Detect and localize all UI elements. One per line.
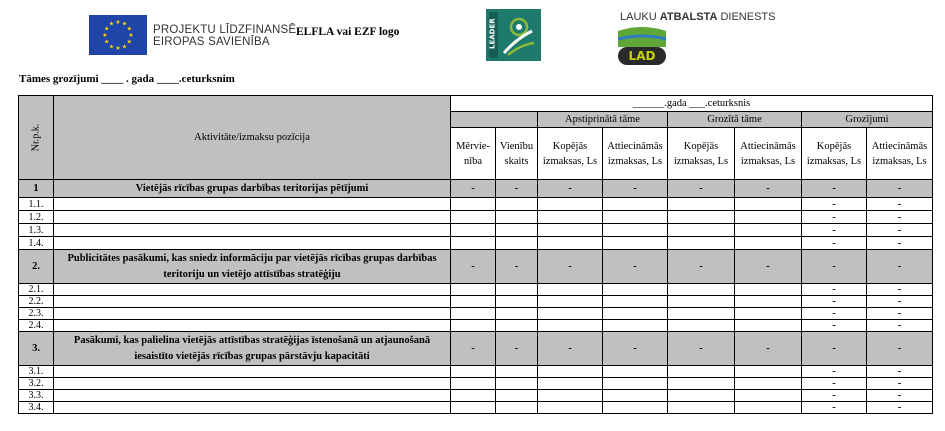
item-value-cell[interactable] xyxy=(735,402,802,414)
item-description-cell[interactable] xyxy=(54,378,451,390)
approved-total-line1: Kopējās xyxy=(552,140,588,152)
item-value-cell[interactable] xyxy=(603,402,668,414)
amend-total-dash: - xyxy=(802,390,867,402)
item-value-cell[interactable] xyxy=(496,237,538,250)
lad-text-bold: ATBALSTA xyxy=(659,11,718,23)
eu-flag-icon xyxy=(89,15,147,55)
lad-logo xyxy=(598,9,776,69)
amend-total-dash: - xyxy=(802,198,867,211)
budget-table xyxy=(18,95,933,414)
amend-eligible-dash: - xyxy=(867,211,933,224)
item-value-cell[interactable] xyxy=(451,211,496,224)
svg-text:★: ★ xyxy=(102,32,108,39)
item-description-cell[interactable] xyxy=(54,402,451,414)
amend-total-dash: - xyxy=(802,378,867,390)
item-number: 1.4. xyxy=(19,237,54,250)
item-value-cell[interactable] xyxy=(668,284,735,296)
item-value-cell[interactable] xyxy=(735,198,802,211)
item-value-cell[interactable] xyxy=(451,308,496,320)
item-value-cell[interactable] xyxy=(496,378,538,390)
amend-eligible-line2: izmaksas, Ls xyxy=(872,155,927,167)
approved-eligible-header xyxy=(603,128,668,180)
item-row xyxy=(19,402,933,414)
item-value-cell[interactable] xyxy=(538,224,603,237)
leader-logo-icon xyxy=(486,9,541,61)
item-row xyxy=(19,224,933,237)
item-number: 3.1. xyxy=(19,366,54,378)
section-dash-cell: - xyxy=(538,332,603,366)
changed-total-line2: izmaksas, Ls xyxy=(673,155,729,167)
item-value-cell[interactable] xyxy=(496,366,538,378)
item-value-cell[interactable] xyxy=(668,320,735,332)
item-description-cell[interactable] xyxy=(54,366,451,378)
amend-eligible-dash: - xyxy=(867,296,933,308)
item-value-cell[interactable] xyxy=(603,378,668,390)
item-value-cell[interactable] xyxy=(668,378,735,390)
svg-text:★: ★ xyxy=(104,25,110,33)
amend-total-line1: Kopējās xyxy=(816,140,852,152)
blank-header xyxy=(451,112,538,128)
nr-header-cell xyxy=(19,96,54,180)
item-value-cell[interactable] xyxy=(451,284,496,296)
item-value-cell[interactable] xyxy=(668,308,735,320)
eu-cofinancing-text xyxy=(153,24,296,48)
item-description-cell[interactable] xyxy=(54,237,451,250)
svg-text:★: ★ xyxy=(115,45,121,52)
lad-text-suffix: DIENESTS xyxy=(717,11,776,23)
lad-badge-text: LAD xyxy=(628,49,656,63)
amend-eligible-dash: - xyxy=(867,366,933,378)
period-header: ______.gada ___.ceturksnis xyxy=(451,96,933,112)
item-number: 1.2. xyxy=(19,211,54,224)
section-dash-cell: - xyxy=(496,250,538,284)
eu-text-line2: EIROPAS SAVIENĪBA xyxy=(153,36,270,48)
item-description-cell[interactable] xyxy=(54,198,451,211)
count-header-line1: Vienību xyxy=(499,140,534,152)
item-number: 3.4. xyxy=(19,402,54,414)
item-value-cell[interactable] xyxy=(668,390,735,402)
item-value-cell[interactable] xyxy=(735,366,802,378)
item-value-cell[interactable] xyxy=(538,390,603,402)
item-value-cell[interactable] xyxy=(735,390,802,402)
item-value-cell[interactable] xyxy=(451,320,496,332)
eu-text-line1: PROJEKTU LĪDZFINANSĒ xyxy=(153,24,297,36)
svg-text:★: ★ xyxy=(126,38,132,46)
item-number: 2.1. xyxy=(19,284,54,296)
unit-header-line2: nība xyxy=(463,155,483,167)
amend-eligible-dash: - xyxy=(867,224,933,237)
item-value-cell[interactable] xyxy=(735,378,802,390)
svg-text:★: ★ xyxy=(126,25,132,33)
item-value-cell[interactable] xyxy=(538,320,603,332)
item-row xyxy=(19,296,933,308)
section-number: 3. xyxy=(19,332,54,366)
item-value-cell[interactable] xyxy=(451,378,496,390)
amend-total-dash: - xyxy=(802,224,867,237)
amend-total-header xyxy=(802,128,867,180)
item-value-cell[interactable] xyxy=(735,320,802,332)
item-number: 3.2. xyxy=(19,378,54,390)
section-dash-cell: - xyxy=(735,332,802,366)
item-value-cell[interactable] xyxy=(603,390,668,402)
item-number: 1.1. xyxy=(19,198,54,211)
item-value-cell[interactable] xyxy=(735,284,802,296)
section-dash-cell: - xyxy=(668,332,735,366)
item-value-cell[interactable] xyxy=(735,211,802,224)
amend-total-dash: - xyxy=(802,237,867,250)
item-value-cell[interactable] xyxy=(496,284,538,296)
section-dash-cell: - xyxy=(668,250,735,284)
item-value-cell[interactable] xyxy=(603,211,668,224)
amend-eligible-dash: - xyxy=(867,237,933,250)
lad-badge-icon xyxy=(614,25,670,74)
section-dash-cell: - xyxy=(735,180,802,198)
item-value-cell[interactable] xyxy=(668,402,735,414)
item-number: 3.3. xyxy=(19,390,54,402)
amend-eligible-dash: - xyxy=(867,402,933,414)
activity-header: Aktivitāte/izmaksu pozīcija xyxy=(54,96,451,180)
item-value-cell[interactable] xyxy=(603,284,668,296)
item-number: 1.3. xyxy=(19,224,54,237)
lad-text-prefix: LAUKU xyxy=(620,11,660,23)
svg-text:★: ★ xyxy=(128,32,134,39)
section-title: Publicitātes pasākumi, kas sniedz informāciju par vietējās rīcības grupas darbības teritoriju un vietējo attīstības stratēģiju xyxy=(54,250,451,284)
section-title: Vietējās rīcības grupas darbības teritorijas pētījumi xyxy=(54,180,451,198)
section-dash-cell: - xyxy=(867,180,933,198)
section-dash-cell: - xyxy=(867,332,933,366)
item-value-cell[interactable] xyxy=(735,296,802,308)
amendments-header: Grozījumi xyxy=(802,112,933,128)
item-row xyxy=(19,378,933,390)
section-dash-cell: - xyxy=(496,180,538,198)
section-number: 2. xyxy=(19,250,54,284)
amend-total-dash: - xyxy=(802,320,867,332)
item-value-cell[interactable] xyxy=(603,308,668,320)
item-description-cell[interactable] xyxy=(54,320,451,332)
section-title: Pasākumi, kas palielina vietējās attīstības stratēģijas īstenošanā un atjaunošanā iesaistīto vietējās rīcības grupas pārstāvju kapacitāti xyxy=(54,332,451,366)
changed-total-header xyxy=(668,128,735,180)
unit-header xyxy=(451,128,496,180)
item-value-cell[interactable] xyxy=(496,224,538,237)
changed-eligible-line2: izmaksas, Ls xyxy=(740,155,796,167)
section-row xyxy=(19,250,933,284)
section-row xyxy=(19,332,933,366)
section-dash-cell: - xyxy=(802,250,867,284)
item-value-cell[interactable] xyxy=(603,237,668,250)
item-value-cell[interactable] xyxy=(496,402,538,414)
item-value-cell[interactable] xyxy=(538,296,603,308)
item-row xyxy=(19,390,933,402)
item-value-cell[interactable] xyxy=(451,402,496,414)
item-description-cell[interactable] xyxy=(54,308,451,320)
item-value-cell[interactable] xyxy=(451,198,496,211)
section-dash-cell: - xyxy=(451,180,496,198)
count-header xyxy=(496,128,538,180)
svg-text:★: ★ xyxy=(108,20,115,28)
item-value-cell[interactable] xyxy=(538,366,603,378)
item-number: 2.3. xyxy=(19,308,54,320)
item-number: 2.4. xyxy=(19,320,54,332)
item-value-cell[interactable] xyxy=(538,211,603,224)
section-dash-cell: - xyxy=(496,332,538,366)
item-row xyxy=(19,284,933,296)
item-row xyxy=(19,366,933,378)
item-value-cell[interactable] xyxy=(668,366,735,378)
item-value-cell[interactable] xyxy=(603,366,668,378)
item-row xyxy=(19,320,933,332)
amend-eligible-dash: - xyxy=(867,308,933,320)
item-value-cell[interactable] xyxy=(538,198,603,211)
amend-total-dash: - xyxy=(802,366,867,378)
item-row xyxy=(19,308,933,320)
changed-eligible-header xyxy=(735,128,802,180)
item-number: 2.2. xyxy=(19,296,54,308)
item-value-cell[interactable] xyxy=(538,378,603,390)
amend-total-dash: - xyxy=(802,308,867,320)
section-dash-cell: - xyxy=(802,332,867,366)
amend-total-line2: izmaksas, Ls xyxy=(806,155,862,167)
changed-total-line1: Kopējās xyxy=(683,140,719,152)
item-value-cell[interactable] xyxy=(603,320,668,332)
elfla-placeholder-text: ELFLA vai EZF logo xyxy=(296,26,400,38)
amend-eligible-header xyxy=(867,128,933,180)
item-value-cell[interactable] xyxy=(451,366,496,378)
sections-body xyxy=(19,180,933,414)
section-dash-cell: - xyxy=(735,250,802,284)
item-value-cell[interactable] xyxy=(496,390,538,402)
item-value-cell[interactable] xyxy=(496,211,538,224)
item-value-cell[interactable] xyxy=(603,198,668,211)
item-description-cell[interactable] xyxy=(54,296,451,308)
item-value-cell[interactable] xyxy=(668,211,735,224)
item-value-cell[interactable] xyxy=(451,224,496,237)
approved-total-header xyxy=(538,128,603,180)
item-value-cell[interactable] xyxy=(496,296,538,308)
item-value-cell[interactable] xyxy=(668,198,735,211)
item-value-cell[interactable] xyxy=(496,308,538,320)
lad-service-name xyxy=(620,11,775,23)
item-description-cell[interactable] xyxy=(54,390,451,402)
amend-eligible-dash: - xyxy=(867,378,933,390)
count-header-line2: skaits xyxy=(504,155,529,167)
svg-text:★: ★ xyxy=(121,43,128,51)
item-value-cell[interactable] xyxy=(668,296,735,308)
item-row xyxy=(19,237,933,250)
svg-text:★: ★ xyxy=(104,38,110,46)
section-dash-cell: - xyxy=(603,250,668,284)
section-dash-cell: - xyxy=(867,250,933,284)
svg-text:★: ★ xyxy=(115,19,121,26)
amend-eligible-line1: Attiecināmās xyxy=(871,140,928,152)
approved-total-line2: izmaksas, Ls xyxy=(542,155,598,167)
section-dash-cell: - xyxy=(451,250,496,284)
amend-total-dash: - xyxy=(802,296,867,308)
section-dash-cell: - xyxy=(802,180,867,198)
item-value-cell[interactable] xyxy=(603,296,668,308)
item-description-cell[interactable] xyxy=(54,284,451,296)
approved-eligible-line1: Attiecināmās xyxy=(607,140,663,152)
item-value-cell[interactable] xyxy=(538,284,603,296)
item-value-cell[interactable] xyxy=(735,224,802,237)
section-dash-cell: - xyxy=(603,332,668,366)
unit-header-line1: Mērvie- xyxy=(456,140,490,152)
item-description-cell[interactable] xyxy=(54,224,451,237)
item-value-cell[interactable] xyxy=(451,390,496,402)
item-value-cell[interactable] xyxy=(538,402,603,414)
item-value-cell[interactable] xyxy=(538,237,603,250)
item-value-cell[interactable] xyxy=(735,237,802,250)
item-row xyxy=(19,211,933,224)
amend-eligible-dash: - xyxy=(867,390,933,402)
section-dash-cell: - xyxy=(668,180,735,198)
approved-estimate-header: Apstiprinātā tāme xyxy=(538,112,668,128)
section-number: 1 xyxy=(19,180,54,198)
svg-text:★: ★ xyxy=(121,20,128,28)
changed-estimate-header: Grozītā tāme xyxy=(668,112,802,128)
item-row xyxy=(19,198,933,211)
changed-eligible-line1: Attiecināmās xyxy=(740,140,796,152)
amend-eligible-dash: - xyxy=(867,284,933,296)
section-dash-cell: - xyxy=(451,332,496,366)
item-value-cell[interactable] xyxy=(538,308,603,320)
item-value-cell[interactable] xyxy=(735,308,802,320)
section-dash-cell: - xyxy=(538,250,603,284)
approved-eligible-line2: izmaksas, Ls xyxy=(607,155,663,167)
item-value-cell[interactable] xyxy=(668,224,735,237)
document-title: Tāmes grozījumi ____ . gada ____.ceturksnim xyxy=(19,73,235,85)
leader-text: LEADER xyxy=(488,18,497,49)
section-dash-cell: - xyxy=(603,180,668,198)
amend-eligible-dash: - xyxy=(867,320,933,332)
item-value-cell[interactable] xyxy=(668,237,735,250)
item-value-cell[interactable] xyxy=(603,224,668,237)
item-description-cell[interactable] xyxy=(54,211,451,224)
nr-header: Nr.p.k. xyxy=(30,123,42,152)
svg-text:★: ★ xyxy=(108,43,115,51)
item-value-cell[interactable] xyxy=(496,198,538,211)
amend-total-dash: - xyxy=(802,402,867,414)
section-dash-cell: - xyxy=(538,180,603,198)
item-value-cell[interactable] xyxy=(496,320,538,332)
amend-total-dash: - xyxy=(802,211,867,224)
section-row xyxy=(19,180,933,198)
item-value-cell[interactable] xyxy=(451,237,496,250)
item-value-cell[interactable] xyxy=(451,296,496,308)
amend-eligible-dash: - xyxy=(867,198,933,211)
amend-total-dash: - xyxy=(802,284,867,296)
